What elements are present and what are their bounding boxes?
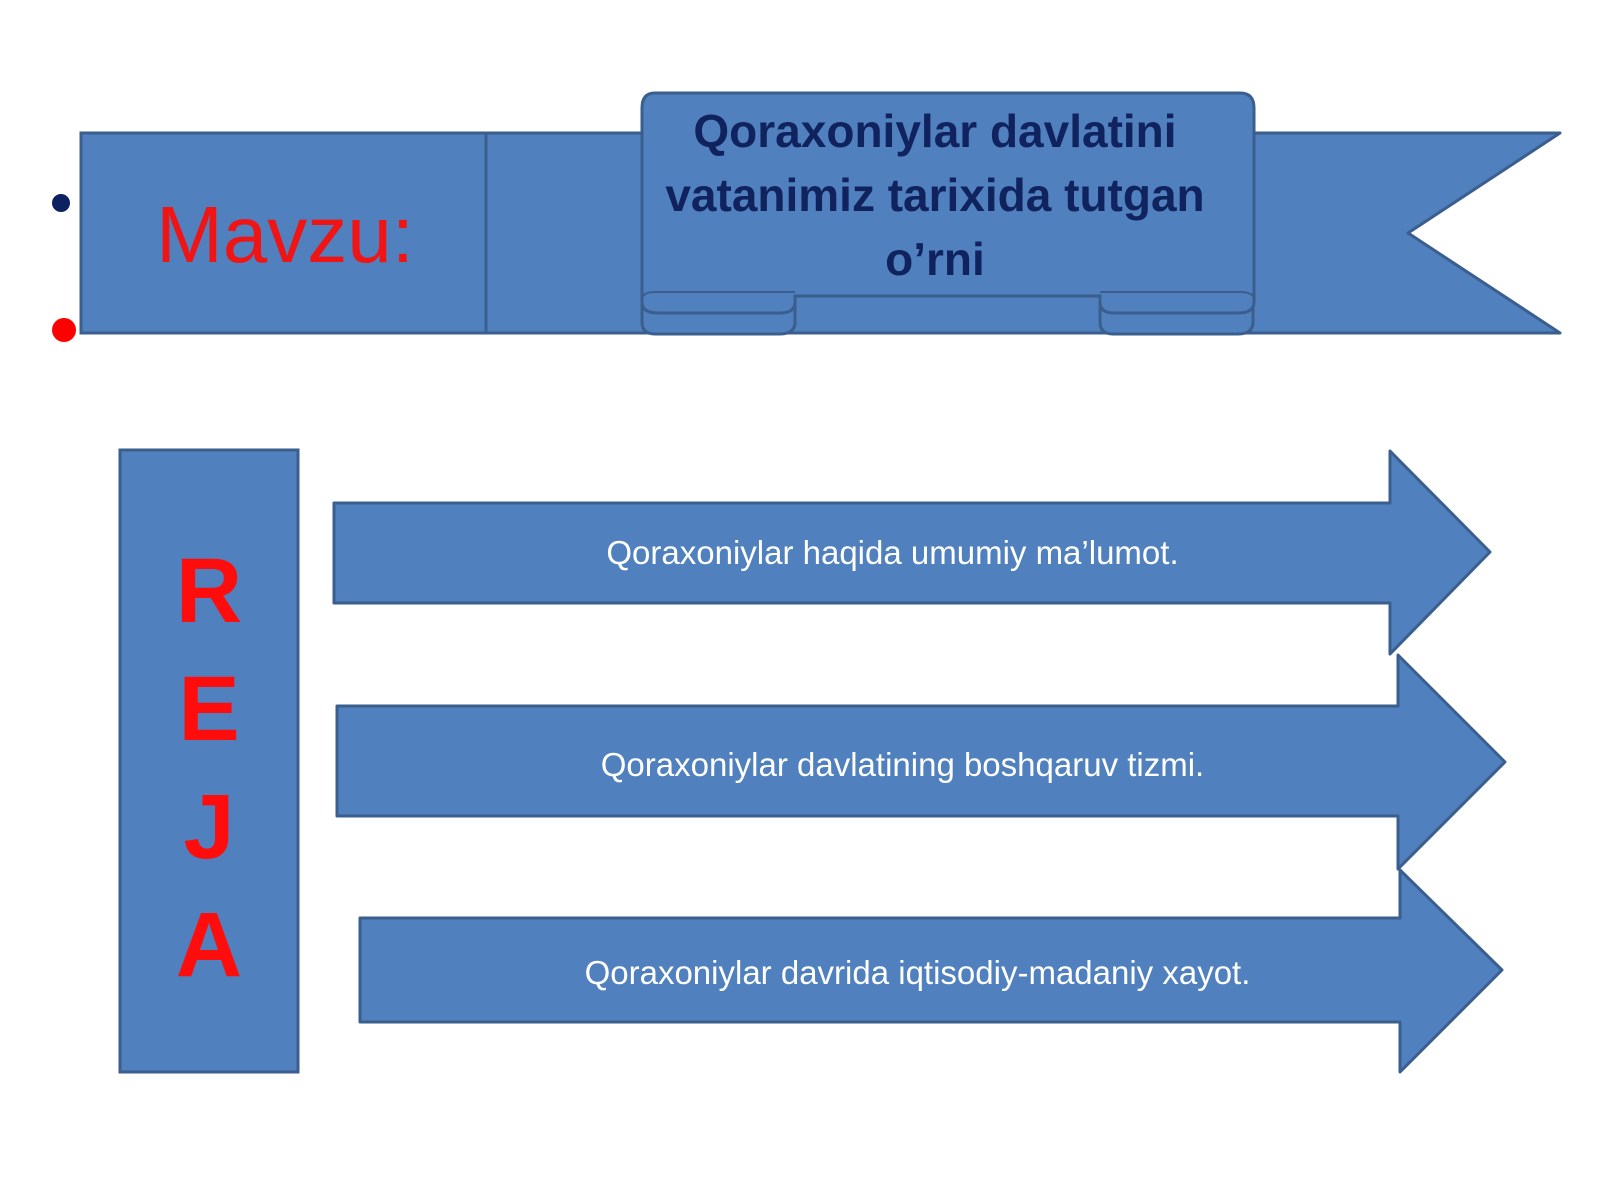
plan-item-3: Qoraxoniylar davrida iqtisodiy-madaniy xayot.: [584, 953, 1251, 991]
ribbon-tail: [1250, 133, 1560, 333]
plan-letter: A: [175, 894, 243, 996]
plan-letter: J: [183, 776, 235, 878]
plan-letter: R: [175, 540, 243, 642]
plan-heading: [120, 540, 298, 996]
bullet-navy: [52, 194, 70, 212]
plan-letter: E: [178, 658, 240, 760]
topic-title: Qoraxoniylar davlatini vatanimiz tarixida tutgan o’rni: [665, 105, 1205, 285]
topic-label: Mavzu:: [156, 190, 414, 279]
bullet-red: [52, 318, 76, 342]
plan-item-2: Qoraxoniylar davlatining boshqaruv tizmi.: [600, 746, 1205, 783]
plan-item-1: Qoraxoniylar haqida umumiy ma’lumot.: [606, 533, 1179, 571]
